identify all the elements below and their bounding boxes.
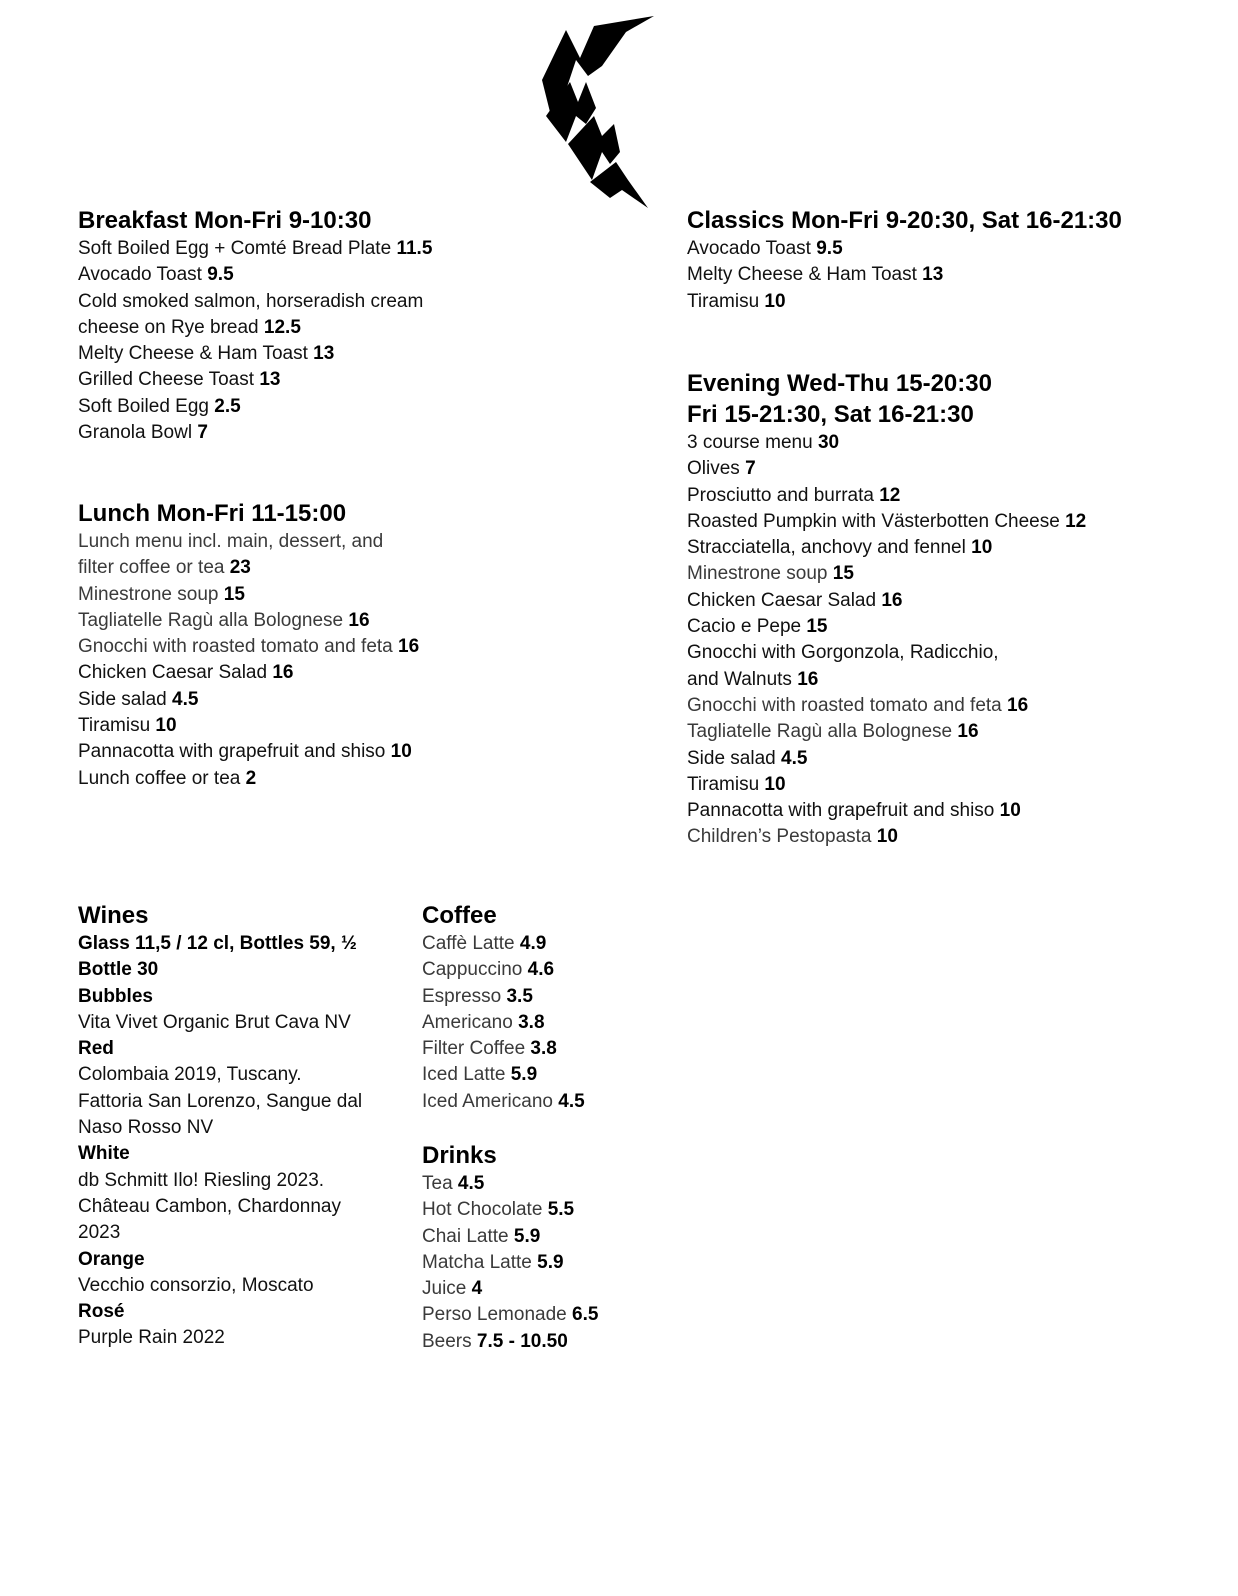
menu-item: filter coffee or tea 23	[78, 557, 251, 579]
evening-title-2: Fri 15-21:30, Sat 16-21:30	[687, 401, 974, 428]
breakfast-title: Breakfast Mon-Fri 9-10:30	[78, 207, 372, 234]
menu-item: Lunch menu incl. main, dessert, and	[78, 531, 384, 552]
menu-item: Beers 7.5 - 10.50	[422, 1330, 568, 1352]
menu-item: Side salad 4.5	[78, 688, 199, 710]
evening-title: Evening Wed-Thu 15-20:30	[687, 370, 992, 397]
menu-item: Tiramisu 10	[687, 290, 786, 312]
menu-item: Chai Latte 5.9	[422, 1225, 541, 1247]
menu-item: Tagliatelle Ragù alla Bolognese 16	[78, 609, 370, 631]
wine-pricing: Glass 11,5 / 12 cl, Bottles 59, ½	[78, 933, 357, 954]
menu-item: Perso Lemonade 6.5	[422, 1304, 599, 1326]
drinks-section	[422, 1140, 598, 1355]
menu-item: 3 course menu 30	[687, 432, 840, 453]
menu-item: Gnocchi with Gorgonzola, Radicchio,	[687, 642, 999, 664]
menu-item: Iced Americano 4.5	[422, 1090, 585, 1112]
wine-category: Orange	[78, 1248, 145, 1270]
wine-item: Purple Rain 2022	[78, 1327, 225, 1349]
menu-item: Cacio e Pepe 15	[687, 616, 828, 638]
menu-item: Matcha Latte 5.9	[422, 1251, 564, 1273]
menu-item: Caffè Latte 4.9	[422, 933, 547, 954]
wine-pricing: Bottle 30	[78, 959, 159, 981]
menu-item: Avocado Toast 9.5	[687, 238, 843, 259]
drinks-title: Drinks	[422, 1142, 497, 1169]
wine-item: Colombaia 2019, Tuscany.	[78, 1064, 302, 1086]
menu-item: Side salad 4.5	[687, 747, 808, 769]
menu-item: Tagliatelle Ragù alla Bolognese 16	[687, 721, 979, 743]
menu-item: Minestrone soup 15	[78, 583, 245, 605]
wine-item: 2023	[78, 1222, 121, 1244]
menu-item: Grilled Cheese Toast 13	[78, 369, 281, 391]
coffee-section	[422, 900, 585, 1115]
menu-item: Granola Bowl 7	[78, 422, 208, 444]
menu-item: Melty Cheese & Ham Toast 13	[687, 264, 944, 286]
menu-item: Gnocchi with roasted tomato and feta 16	[78, 636, 420, 658]
wine-item: Fattoria San Lorenzo, Sangue dal	[78, 1090, 363, 1112]
wine-item: Vecchio consorzio, Moscato	[78, 1274, 314, 1296]
menu-item: Cappuccino 4.6	[422, 959, 555, 981]
menu-item: Americano 3.8	[422, 1011, 545, 1033]
menu-item: Prosciutto and burrata 12	[687, 484, 901, 506]
menu-item: Chicken Caesar Salad 16	[687, 589, 903, 611]
menu-item: and Walnuts 16	[687, 668, 819, 690]
menu-item: Stracciatella, anchovy and fennel 10	[687, 537, 993, 559]
menu-item: Avocado Toast 9.5	[78, 264, 234, 286]
menu-item: Olives 7	[687, 458, 756, 480]
menu-item: Minestrone soup 15	[687, 563, 854, 585]
wines-section	[78, 900, 362, 1352]
menu-item: Tiramisu 10	[687, 773, 786, 795]
menu-item: Soft Boiled Egg + Comté Bread Plate 11.5	[78, 238, 433, 259]
menu-item: Soft Boiled Egg 2.5	[78, 395, 241, 417]
wine-item: Château Cambon, Chardonnay	[78, 1195, 342, 1217]
menu-item: Melty Cheese & Ham Toast 13	[78, 343, 335, 365]
wine-category: Rosé	[78, 1301, 125, 1323]
menu-item: Espresso 3.5	[422, 985, 533, 1007]
menu-item: Cold smoked salmon, horseradish cream	[78, 290, 424, 312]
wine-item: Naso Rosso NV	[78, 1117, 214, 1139]
menu-item: Chicken Caesar Salad 16	[78, 662, 294, 684]
classics-section	[687, 205, 1122, 315]
wine-item: db Schmitt Ilo! Riesling 2023.	[78, 1169, 325, 1191]
wine-category: Red	[78, 1038, 114, 1060]
restaurant-logo	[536, 12, 660, 208]
menu-item: Roasted Pumpkin with Västerbotten Cheese 12	[687, 510, 1087, 532]
wine-item: Vita Vivet Organic Brut Cava NV	[78, 1011, 351, 1033]
menu-item: Gnocchi with roasted tomato and feta 16	[687, 694, 1029, 716]
menu-item: Iced Latte 5.9	[422, 1064, 538, 1086]
menu-item: Lunch coffee or tea 2	[78, 767, 257, 789]
wine-category: White	[78, 1143, 130, 1165]
wine-category: Bubbles	[78, 985, 153, 1007]
menu-item: Juice 4	[422, 1278, 483, 1300]
classics-title: Classics Mon-Fri 9-20:30, Sat 16-21:30	[687, 207, 1122, 234]
menu-item: Filter Coffee 3.8	[422, 1038, 557, 1060]
menu-item: Tiramisu 10	[78, 715, 177, 737]
lunch-section	[78, 498, 419, 792]
lunch-title: Lunch Mon-Fri 11-15:00	[78, 500, 347, 527]
wines-title: Wines	[78, 902, 149, 929]
breakfast-section	[78, 205, 432, 446]
menu-item: Tea 4.5	[422, 1173, 485, 1194]
menu-item: Hot Chocolate 5.5	[422, 1199, 575, 1221]
menu-item: Pannacotta with grapefruit and shiso 10	[78, 741, 412, 763]
menu-item: Pannacotta with grapefruit and shiso 10	[687, 800, 1021, 822]
menu-item: cheese on Rye bread 12.5	[78, 316, 301, 338]
coffee-title: Coffee	[422, 902, 497, 929]
evening-section	[687, 368, 1086, 851]
menu-item: Children’s Pestopasta 10	[687, 826, 898, 848]
